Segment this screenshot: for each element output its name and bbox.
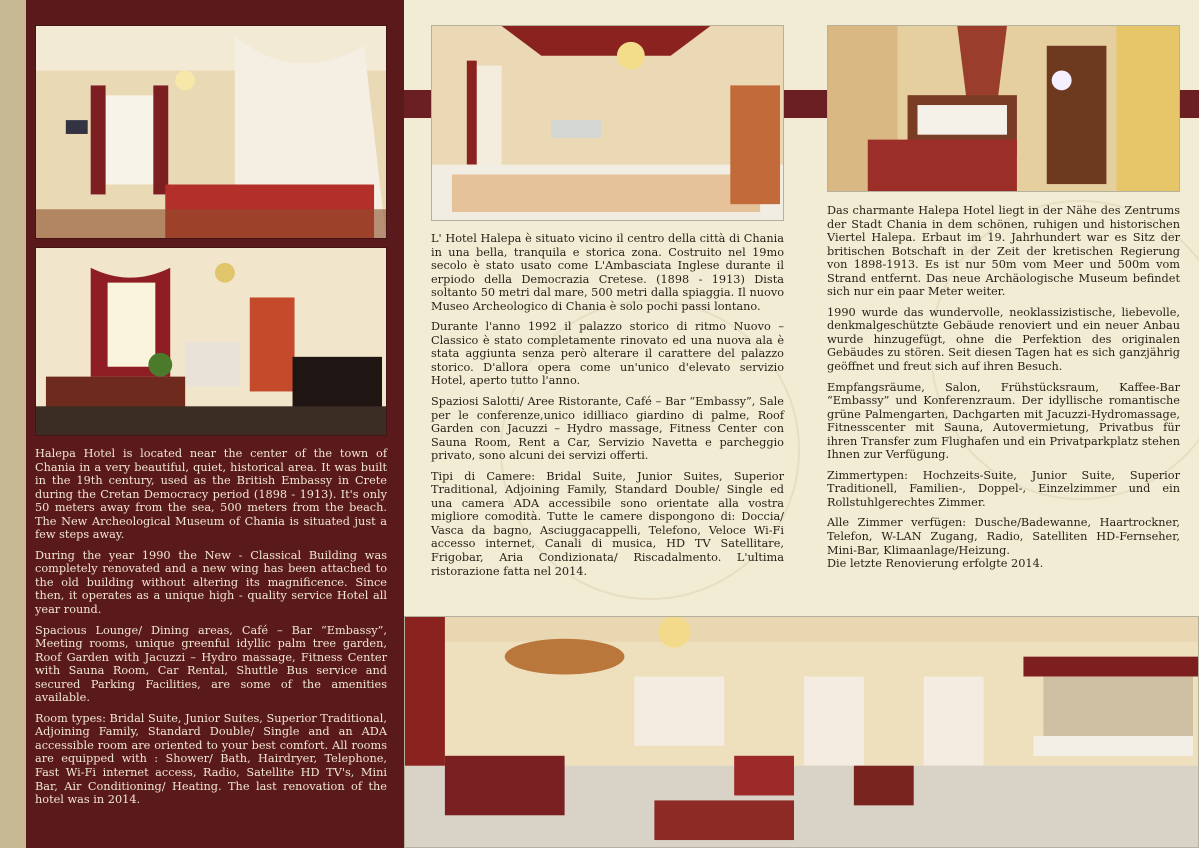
german-amenities: Empfangsräume, Salon, Frühstücksraum, Kaffee-Bar “Embassy” und Konferenzraum. Der idyllische romantische grüne Palmengarten, Dachgarten mit Jacuzzi-Hydromassage, Fitnesscenter mit Sauna, Autovermietung, Privatbus für ihren Transfer zum Flughafen und ein Privatparkplatz stehen Ihnen zur Verfügung. xyxy=(827,380,1180,462)
english-description xyxy=(35,447,387,814)
bedroom-photo xyxy=(35,25,387,239)
italian-amenities: Spaziosi Salotti/ Aree Ristorante, Café – Bar “Embassy”, Sale per le conferenze,unico idilliaco giardino di palme, Roof Garden con Jacuzzi – Hydro massage, Fitness Center con Sauna Room, Rent a Car, Servizio Navetta e parcheggio privato, sono alcuni dei servizi offerti. xyxy=(431,395,784,463)
italian-room-types: Tipi di Camere: Bridal Suite, Junior Suites, Superior Traditional, Adjoining Family, Standard Double/ Single ed una camera ADA accessibile sono orientate alla vostra migliore comodità. Tutte le camere dispongono di: Doccia/ Vasca da bagno, Asciuggacappelli, Telefono, Veloce Wi-Fi accesso internet, Canali di musica, HD TV Satellitare, Frigobar, Aria Condizionata/ Riscadalmento. L'ultima ristorazione fatta nel 2014. xyxy=(431,469,784,578)
left-edge-band xyxy=(0,0,26,848)
dining-room-photo xyxy=(431,25,784,221)
decor-strip xyxy=(1180,90,1199,118)
german-room-equipment: Alle Zimmer verfügen: Dusche/Badewanne, Haartrockner, Telefon, W-LAN Zugang, Radio, Satelliten HD-Fernseher, Mini-Bar, Klimaanlage/Heizung. xyxy=(827,516,1180,557)
german-last-renovation: Die letzte Renovierung erfolgte 2014. xyxy=(827,557,1044,571)
german-renovation: 1990 wurde das wundervolle, neoklassizistische, liebevolle, denkmalgeschützte Gebäude renoviert und ein neuer Anbau wurde hinzugefügt, ohne die Perfektion des originalen Gebäudes zu stören. Seit diesen Tagen hat es sich ganzjährig geöffnet und freut sich auf ihren Besuch. xyxy=(827,305,1180,374)
lounge-photo xyxy=(35,247,387,436)
decor-strip xyxy=(404,90,431,118)
english-room-types: Room types: Bridal Suite, Junior Suites, Superior Traditional, Adjoining Family, Standard Double/ Single and an ADA accessible room are oriented to your best comfort. All rooms are equipped with : Shower/ Bath, Hairdryer, Telephone, Fast Wi-Fi internet access, Radio, Satellite HD TV's, Mini Bar, Air Conditioning/ Heating. The last renovation of the hotel was in 2014. xyxy=(35,711,387,807)
german-description xyxy=(827,204,1180,578)
italian-renovation: Durante l'anno 1992 il palazzo storico di ritmo Nuovo – Classico è stato completamente rinovato ed una nuova ala è stata aggiunta senza però alterare il carattere del palazzo storico. D'allora opera come un'unico d'elevato servizio Hotel, aperto tutto l'anno. xyxy=(431,320,784,388)
decor-strip xyxy=(784,90,827,118)
italian-description xyxy=(431,232,784,585)
german-room-types: Zimmertypen: Hochzeits-Suite, Junior Suite, Superior Traditionell, Familien-, Doppel-, Einzelzimmer und ein Rollstuhlgerechtes Zimmer. xyxy=(827,468,1180,509)
lobby-panorama-photo xyxy=(404,616,1199,848)
english-renovation: During the year 1990 the New - Classical Building was completely renovated and a new wing has been attached to the old building without altering its magnificence. Since then, it operates as a unique high - quality service Hotel all year round. xyxy=(35,548,387,617)
german-intro: Das charmante Halepa Hotel liegt in der Nähe des Zentrums der Stadt Chania in dem schönen, ruhigen und historischen Viertel Halepa. Erbaut im 19. Jahrhundert war es Sitz der britischen Botschaft in der Zeit der kretischen Regierung von 1898-1913. Es ist nur 50m vom Meer und 500m vom Strand entfernt. Das neue Archäologische Museum befindet sich nur ein paar Meter weiter. xyxy=(827,204,1180,299)
suite-bedroom-photo xyxy=(827,25,1180,192)
english-amenities: Spacious Lounge/ Dining areas, Café – Bar “Embassy”, Meeting rooms, unique greenful idyllic palm tree garden, Roof Garden with Jacuzzi – Hydro massage, Fitness Center with Sauna Room, Car Rental, Shuttle Bus service and secured Parking Facilities, are some of the amenities available. xyxy=(35,623,387,705)
english-intro: Halepa Hotel is located near the center of the town of Chania in a very beautiful, quiet, historical area. It was built in the 19th century, used as the British Embassy in Crete during the Cretan Democracy period (1898 - 1913). It's only 50 meters away from the sea, 500 meters from the beach. The New Archeological Museum of Chania is situated just a few steps away. xyxy=(35,447,387,542)
italian-intro: L' Hotel Halepa è situato vicino il centro della città di Chania in una bella, tranquila e storica zona. Costruito nel 19mo secolo è stato usato come L'Ambasciata Inglese durante il erpiodo della Democrazia Cretese. (1898 - 1913) Dista soltanto 50 metri dal mare, 500 metri dalla spiaggia. Il nuovo Museo Archeologico di Chania è solo pochi passi lontano. xyxy=(431,232,784,313)
